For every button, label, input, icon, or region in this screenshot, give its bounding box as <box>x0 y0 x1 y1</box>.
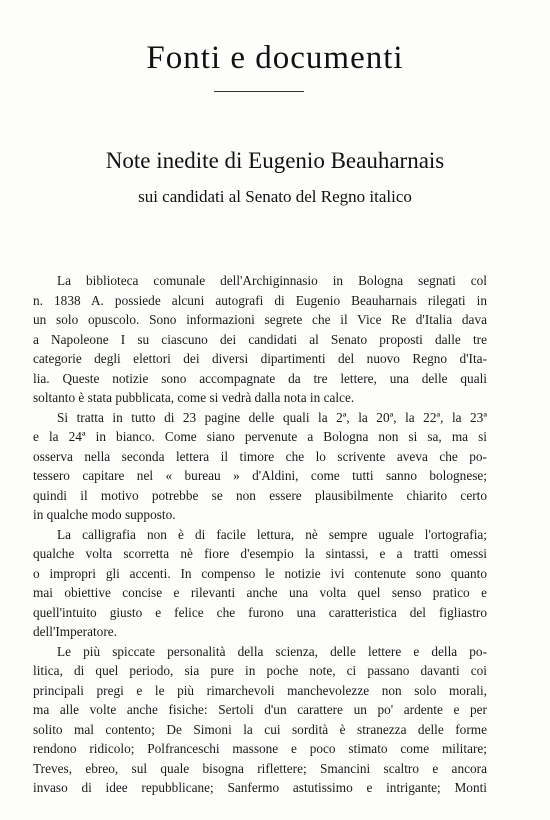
text-line: Le più spiccate personalità della scienza, delle lettere e della po- <box>57 643 487 659</box>
text-line: lia. Queste notizie sono accompagnate da tre lettere, una delle quali <box>33 370 487 386</box>
article-title: Note inedite di Eugenio Beauharnais <box>105 148 445 173</box>
text-line: mai obiettive concise e rilevanti anche una volta quel senso pratico e <box>33 585 487 600</box>
text-line: principali pregi e le più rimarchevoli manchevolezze non solo morali, <box>33 682 487 698</box>
body-text <box>33 271 487 798</box>
text-line: Si tratta in tutto di 23 pagine delle quali la 2ª, la 20ª, la 22ª, la 23ª <box>57 409 487 425</box>
text-line: o impropri gli accenti. In compenso le notizie ivi contenute sono quanto <box>33 565 487 581</box>
text-line: categorie degli elettori dei diversi dipartimenti del nuovo Regno d'Ita- <box>33 351 487 366</box>
article-subtitle: sui candidati al Senato del Regno italico <box>138 187 412 206</box>
text-line: Treves, ebreo, sul quale bisogna riflettere; Smancini scaltro e ancora <box>33 760 487 776</box>
text-line: dell'Imperatore. <box>33 624 117 639</box>
text-line: in qualche modo supposto. <box>33 507 176 522</box>
text-line: osserva nella seconda lettera il timore che lo scrivente aveva che po- <box>33 448 487 464</box>
text-line: a Napoleone I su ciascuno dei candidati al Senato proposti dalle tre <box>33 331 487 347</box>
text-line: un solo opuscolo. Sono informazioni segrete che il Vice Re d'Italia dava <box>33 312 487 327</box>
text-line: qualche volta scorretta nè fiore d'esempio la sintassi, e a tratti omessi <box>33 546 487 561</box>
text-line: solito mal contento; De Simoni la cui sordità è stranezza delle forme <box>33 721 487 737</box>
text-line: La calligrafia non è di facile lettura, nè sempre uguale l'ortografia; <box>57 526 487 542</box>
section-title: Fonti e documenti <box>146 40 404 76</box>
text-line: quindi il motivo potrebbe se non essere plausibilmente chiarito certo <box>33 487 487 503</box>
text-line: La biblioteca comunale dell'Archiginnasio in Bologna segnati col <box>57 273 487 288</box>
text-line: litica, di quel periodo, sia pure in poche note, ci passano davanti coi <box>33 663 487 678</box>
text-line: soltanto è stata pubblicata, come si vedrà dalla nota in calce. <box>33 390 355 405</box>
text-line: invaso di idee repubblicane; Sanfermo astutissimo e intrigante; Monti <box>33 780 487 795</box>
text-line: rendono ridicolo; Polfranceschi massone e poco stimato come militare; <box>33 741 487 756</box>
text-line: ma alle volte anche fisiche: Sertoli d'un carattere un po' ardente e per <box>33 702 487 717</box>
text-line: quell'intuito giusto e felice che furono una caratteristica del figliastro <box>33 604 487 620</box>
text-line: tessero capitare nel « bureau » d'Aldini, come tutti sanno bolognese; <box>33 468 487 483</box>
title-rule <box>214 91 304 92</box>
text-line: e la 24ª in bianco. Come siano pervenute a Bologna non si sa, ma si <box>33 429 487 444</box>
text-line: n. 1838 A. possiede alcuni autografi di Eugenio Beauharnais rilegati in <box>33 292 487 308</box>
